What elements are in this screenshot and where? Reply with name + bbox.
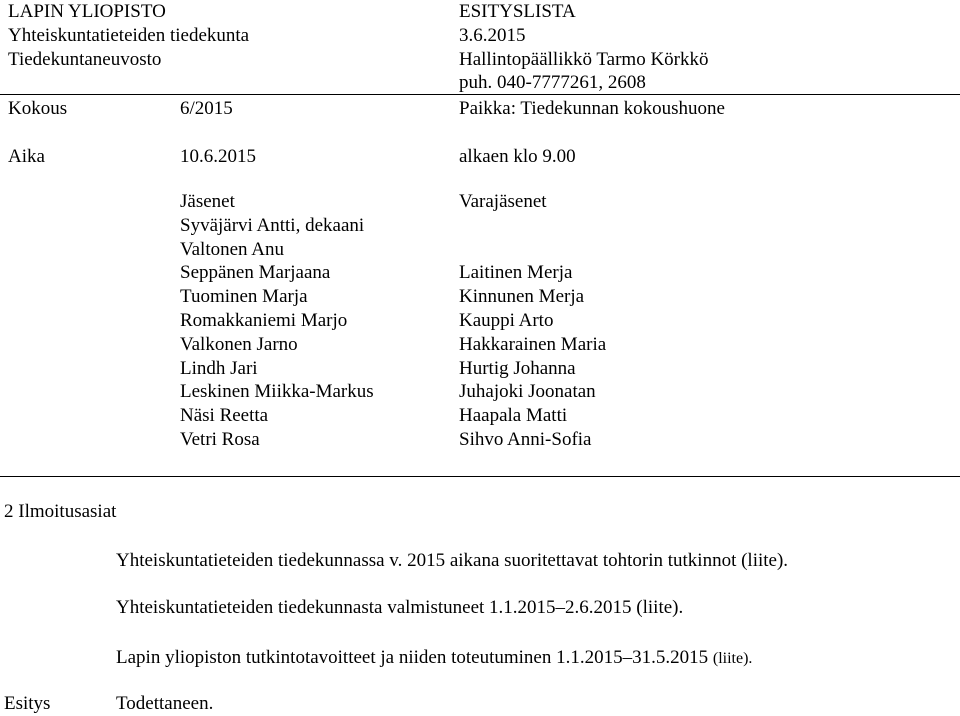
deputy-item: Haapala Matti xyxy=(459,405,568,427)
members-title: Jäsenet xyxy=(180,191,235,212)
document-date: 3.6.2015 xyxy=(459,24,526,46)
document-type: ESITYSLISTA xyxy=(459,1,576,22)
member-item: Syväjärvi Antti, dekaani xyxy=(180,214,365,236)
notice-item-suffix: (liite). xyxy=(712,650,753,667)
council-name: Tiedekuntaneuvosto xyxy=(8,48,162,70)
header-right xyxy=(459,0,709,95)
aika-value: 10.6.2015 xyxy=(180,146,256,167)
paikka: Paikka: Tiedekunnan kokoushuone xyxy=(459,98,725,119)
member-item: Seppänen Marjaana xyxy=(180,262,331,284)
deputy-item: Hakkarainen Maria xyxy=(459,333,607,355)
contact-phone: puh. 040-7777261, 2608 xyxy=(459,72,646,94)
esitys-label: Esitys xyxy=(4,693,51,714)
section-divider xyxy=(0,476,960,477)
deputies-title: Varajäsenet xyxy=(459,191,547,212)
header-divider xyxy=(0,94,960,95)
member-item: Lindh Jari xyxy=(180,357,258,379)
esitys-value: Todettaneen. xyxy=(116,693,214,714)
section-heading: 2 Ilmoitusasiat xyxy=(4,501,117,522)
member-item: Valkonen Jarno xyxy=(180,333,298,355)
deputy-item: Laitinen Merja xyxy=(459,262,573,284)
member-item: Romakkaniemi Marjo xyxy=(180,309,348,331)
member-item: Leskinen Miikka-Markus xyxy=(180,381,374,403)
member-item: Tuominen Marja xyxy=(180,286,308,308)
contact-person: Hallintopäällikkö Tarmo Körkkö xyxy=(459,48,709,70)
members-column xyxy=(180,190,374,452)
kokous-value: 6/2015 xyxy=(180,98,233,119)
notice-item: Yhteiskuntatieteiden tiedekunnassa v. 2015 aikana suoritettavat tohtorin tutkinnot (liite). xyxy=(116,550,789,571)
notice-item: Yhteiskuntatieteiden tiedekunnasta valmistuneet 1.1.2015–2.6.2015 (liite). xyxy=(116,597,684,618)
member-item: Näsi Reetta xyxy=(180,405,269,427)
deputy-item: Kauppi Arto xyxy=(459,309,554,331)
aika-label: Aika xyxy=(8,146,45,167)
notice-item xyxy=(116,646,752,670)
kokous-label: Kokous xyxy=(8,98,68,119)
member-item: Valtonen Anu xyxy=(180,238,284,260)
deputy-item: Juhajoki Joonatan xyxy=(459,381,596,403)
deputy-item: Hurtig Johanna xyxy=(459,357,576,379)
member-item: Vetri Rosa xyxy=(180,428,260,450)
alkaen: alkaen klo 9.00 xyxy=(459,146,576,167)
notice-item-text: Lapin yliopiston tutkintotavoitteet ja niiden toteutuminen 1.1.2015–31.5.2015 xyxy=(116,647,709,668)
faculty-name: Yhteiskuntatieteiden tiedekunta xyxy=(8,24,250,46)
university-name: LAPIN YLIOPISTO xyxy=(8,1,166,22)
deputy-item: Kinnunen Merja xyxy=(459,286,585,308)
deputies-column xyxy=(459,190,606,452)
header-left xyxy=(8,0,249,71)
deputy-item: Sihvo Anni-Sofia xyxy=(459,428,592,450)
